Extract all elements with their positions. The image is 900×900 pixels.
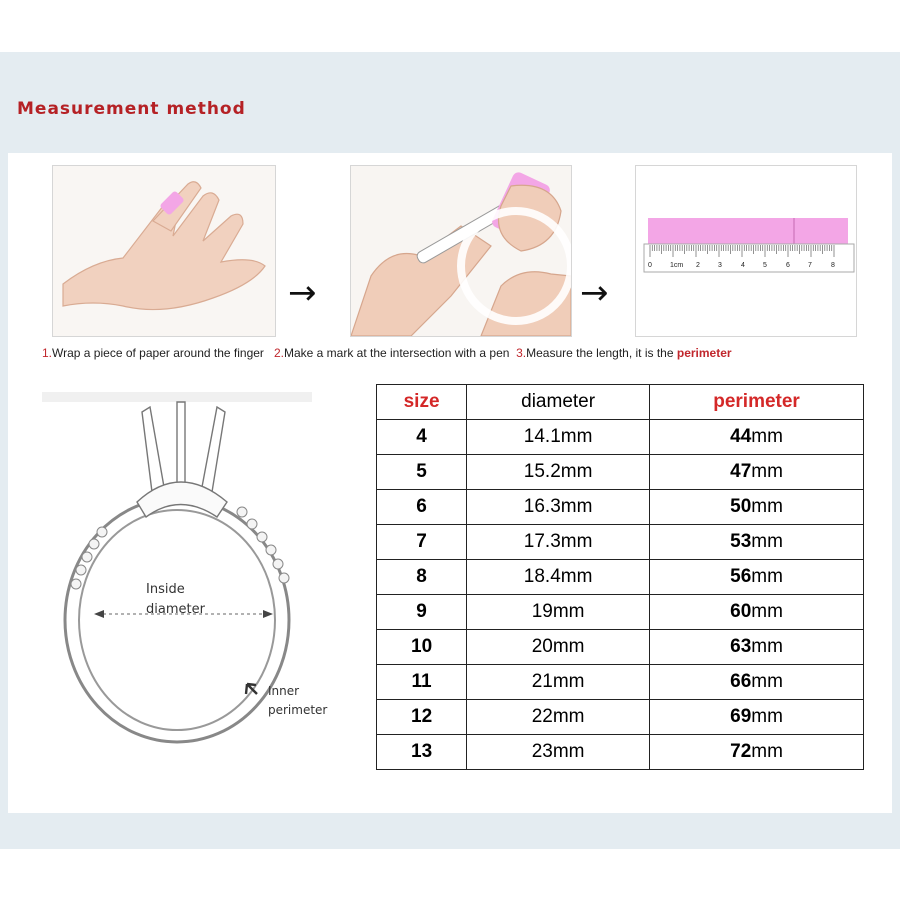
step-text: Measure the length, it is the [526,346,677,360]
step-number: 1. [42,346,53,360]
ruler-tick-label: 2 [696,262,700,269]
perimeter-value: 44 [730,426,752,447]
table-row [377,700,864,735]
ruler-tick-label: 0 [648,262,652,269]
cell-diameter: 20mm [467,630,650,665]
perimeter-unit: mm [751,706,783,727]
table-row [377,630,864,665]
steps-caption [42,346,732,360]
perimeter-unit: mm [751,636,783,657]
cell-diameter: 14.1mm [467,420,650,455]
table-row [377,525,864,560]
table-row [377,455,864,490]
header-size: size [377,385,467,420]
perimeter-value: 66 [730,671,752,692]
header-perimeter: perimeter [650,385,864,420]
page-heading: Measurement method [17,99,246,119]
table-row [377,560,864,595]
perimeter-value: 63 [730,636,752,657]
arrow-icon: → [580,273,609,313]
ring-illustration [42,392,342,747]
cell-perimeter [650,525,864,560]
perimeter-value: 50 [730,496,752,517]
perimeter-value: 56 [730,566,752,587]
cell-perimeter [650,595,864,630]
cell-diameter: 21mm [467,665,650,700]
ruler-tick-label: 1cm [670,262,684,269]
cell-perimeter [650,420,864,455]
ruler-tick-label: 8 [831,262,835,269]
cell-diameter: 18.4mm [467,560,650,595]
cell-size: 5 [377,455,467,490]
cell-diameter: 17.3mm [467,525,650,560]
cell-perimeter [650,665,864,700]
perimeter-value: 47 [730,461,752,482]
photo-ruler [635,165,857,337]
inner-perimeter-label [268,682,327,719]
perimeter-unit: mm [751,671,783,692]
step-number: 3. [516,346,527,360]
perimeter-value: 69 [730,706,752,727]
photo-mark-pen [350,165,572,337]
cell-diameter: 22mm [467,700,650,735]
perimeter-unit: mm [751,426,783,447]
label-line: Inner [268,684,300,698]
perimeter-unit: mm [751,531,783,552]
cell-diameter: 15.2mm [467,455,650,490]
perimeter-value: 72 [730,741,752,762]
photo-wrap-finger [52,165,276,337]
cell-size: 7 [377,525,467,560]
perimeter-unit: mm [751,566,783,587]
cell-size: 12 [377,700,467,735]
pen-mark-illustration [351,166,571,336]
ruler-labels [636,262,856,274]
perimeter-unit: mm [751,741,783,762]
step-number: 2. [273,346,284,360]
ruler-tick-label: 4 [741,262,745,269]
cell-perimeter [650,735,864,770]
cell-perimeter [650,455,864,490]
hand-illustration [53,166,275,336]
perimeter-unit: mm [751,461,783,482]
cell-size: 9 [377,595,467,630]
label-line: diameter [146,602,205,618]
cell-diameter: 23mm [467,735,650,770]
step-text: Wrap a piece of paper around the finger [52,346,264,360]
table-row [377,420,864,455]
table-header-row [377,385,864,420]
cell-perimeter [650,630,864,665]
cell-size: 4 [377,420,467,455]
perimeter-value: 53 [730,531,752,552]
perimeter-unit: mm [751,496,783,517]
table-row [377,595,864,630]
cell-size: 13 [377,735,467,770]
ruler-tick-label: 7 [808,262,812,269]
ruler-tick-label: 5 [763,262,767,269]
step-text: Make a mark at the intersection with a pen [283,346,510,360]
perimeter-highlight: perimeter [676,346,732,360]
cell-size: 6 [377,490,467,525]
arrow-icon: → [288,273,317,313]
ruler-tick-label: 3 [718,262,722,269]
cell-size: 10 [377,630,467,665]
ruler-tick-label: 6 [786,262,790,269]
cell-perimeter [650,560,864,595]
cell-perimeter [650,490,864,525]
header-diameter: diameter [467,385,650,420]
inside-diameter-label [146,580,205,620]
label-line: Inside [146,582,185,597]
table-row [377,735,864,770]
table-row [377,665,864,700]
cell-diameter: 19mm [467,595,650,630]
label-line: perimeter [268,702,328,717]
size-table [376,384,864,770]
perimeter-value: 60 [730,601,752,622]
cell-perimeter [650,700,864,735]
table-row [377,490,864,525]
cell-size: 8 [377,560,467,595]
cell-diameter: 16.3mm [467,490,650,525]
ruler-illustration [636,166,856,336]
perimeter-unit: mm [751,601,783,622]
cell-size: 11 [377,665,467,700]
